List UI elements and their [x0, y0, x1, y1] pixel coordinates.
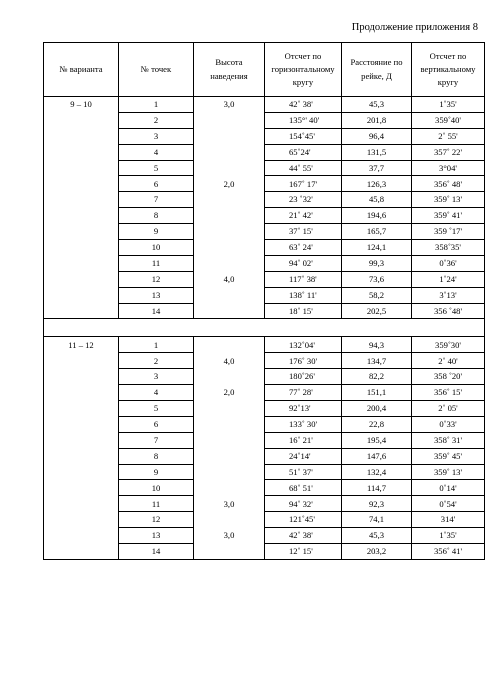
staff-distance-cell: 99,3: [342, 255, 412, 271]
sight-height-cell: 2,0: [194, 385, 265, 401]
sight-height-cell: [194, 416, 265, 432]
table-row: [44, 128, 485, 144]
staff-distance-cell: 73,6: [342, 271, 412, 287]
horizontal-reading-cell: 180˚26': [265, 369, 342, 385]
vertical-reading-cell: 356˚ 48': [412, 176, 485, 192]
table-row: [44, 97, 485, 113]
point-cell: 8: [119, 448, 194, 464]
staff-distance-cell: 201,8: [342, 112, 412, 128]
table-row: [44, 337, 485, 353]
staff-distance-cell: 45,3: [342, 97, 412, 113]
column-header-staff-distance: Расстояние по рейке, Д: [342, 43, 412, 97]
point-cell: 12: [119, 271, 194, 287]
staff-distance-cell: 45,3: [342, 528, 412, 544]
survey-data-table: [43, 42, 485, 560]
table-row: [44, 416, 485, 432]
point-cell: 14: [119, 303, 194, 319]
sight-height-cell: [194, 448, 265, 464]
horizontal-reading-cell: 21˚ 42': [265, 208, 342, 224]
staff-distance-cell: 134,7: [342, 353, 412, 369]
vertical-reading-cell: 1˚24': [412, 271, 485, 287]
vertical-reading-cell: 3˚13': [412, 287, 485, 303]
table-row: [44, 401, 485, 417]
vertical-reading-cell: 357˚ 22': [412, 144, 485, 160]
variant-cell: [44, 544, 119, 560]
variant-cell: [44, 208, 119, 224]
staff-distance-cell: 22,8: [342, 416, 412, 432]
horizontal-reading-cell: 121˚45': [265, 512, 342, 528]
sight-height-cell: [194, 287, 265, 303]
vertical-reading-cell: 359 ˚17': [412, 224, 485, 240]
staff-distance-cell: 45,8: [342, 192, 412, 208]
staff-distance-cell: 92,3: [342, 496, 412, 512]
point-cell: 1: [119, 97, 194, 113]
sight-height-cell: [194, 160, 265, 176]
vertical-reading-cell: 359˚ 13': [412, 192, 485, 208]
vertical-reading-cell: 359˚40': [412, 112, 485, 128]
vertical-reading-cell: 1˚35': [412, 528, 485, 544]
sight-height-cell: [194, 337, 265, 353]
variant-cell: [44, 353, 119, 369]
point-cell: 2: [119, 112, 194, 128]
table-row: [44, 512, 485, 528]
vertical-reading-cell: 0˚54': [412, 496, 485, 512]
vertical-reading-cell: 356˚ 15': [412, 385, 485, 401]
staff-distance-cell: 203,2: [342, 544, 412, 560]
header-row: [44, 43, 485, 97]
vertical-reading-cell: 2˚ 55': [412, 128, 485, 144]
point-cell: 6: [119, 416, 194, 432]
sight-height-cell: [194, 303, 265, 319]
horizontal-reading-cell: 133˚ 30': [265, 416, 342, 432]
variant-cell: 9 – 10: [44, 97, 119, 113]
horizontal-reading-cell: 12˚ 15': [265, 544, 342, 560]
table-row: [44, 144, 485, 160]
variant-cell: [44, 464, 119, 480]
horizontal-reading-cell: 42˚ 38': [265, 97, 342, 113]
horizontal-reading-cell: 135°' 40': [265, 112, 342, 128]
sight-height-cell: [194, 544, 265, 560]
point-cell: 8: [119, 208, 194, 224]
point-cell: 3: [119, 369, 194, 385]
horizontal-reading-cell: 94˚ 02': [265, 255, 342, 271]
table-row: [44, 496, 485, 512]
sight-height-cell: [194, 240, 265, 256]
variant-cell: [44, 176, 119, 192]
point-cell: 2: [119, 353, 194, 369]
point-cell: 5: [119, 160, 194, 176]
point-cell: 14: [119, 544, 194, 560]
vertical-reading-cell: 356 ˚48': [412, 303, 485, 319]
table-row: [44, 480, 485, 496]
point-cell: 13: [119, 287, 194, 303]
vertical-reading-cell: 3°04': [412, 160, 485, 176]
horizontal-reading-cell: 23 ˚32': [265, 192, 342, 208]
point-cell: 11: [119, 255, 194, 271]
horizontal-reading-cell: 94˚ 32': [265, 496, 342, 512]
point-cell: 4: [119, 385, 194, 401]
staff-distance-cell: 124,1: [342, 240, 412, 256]
vertical-reading-cell: 0˚14': [412, 480, 485, 496]
sight-height-cell: [194, 369, 265, 385]
point-cell: 12: [119, 512, 194, 528]
horizontal-reading-cell: 24˚14': [265, 448, 342, 464]
sight-height-cell: [194, 192, 265, 208]
vertical-reading-cell: 2˚ 40': [412, 353, 485, 369]
horizontal-reading-cell: 44˚ 55': [265, 160, 342, 176]
column-header-horizontal-reading: Отсчет по горизонтальному кругу: [265, 43, 342, 97]
staff-distance-cell: 114,7: [342, 480, 412, 496]
table-row: [44, 255, 485, 271]
point-cell: 7: [119, 432, 194, 448]
point-cell: 7: [119, 192, 194, 208]
table-row: [44, 271, 485, 287]
point-cell: 4: [119, 144, 194, 160]
variant-cell: [44, 512, 119, 528]
staff-distance-cell: 94,3: [342, 337, 412, 353]
column-header-sight-height: Высота наведения: [194, 43, 265, 97]
variant-cell: [44, 528, 119, 544]
vertical-reading-cell: 0˚33': [412, 416, 485, 432]
table-row: [44, 464, 485, 480]
variant-cell: [44, 496, 119, 512]
vertical-reading-cell: 2˚ 05': [412, 401, 485, 417]
table-row: [44, 112, 485, 128]
vertical-reading-cell: 314': [412, 512, 485, 528]
staff-distance-cell: 96,4: [342, 128, 412, 144]
vertical-reading-cell: 0˚36': [412, 255, 485, 271]
sight-height-cell: [194, 464, 265, 480]
vertical-reading-cell: 356˚ 41': [412, 544, 485, 560]
point-cell: 3: [119, 128, 194, 144]
staff-distance-cell: 126,3: [342, 176, 412, 192]
staff-distance-cell: 131,5: [342, 144, 412, 160]
variant-cell: [44, 255, 119, 271]
table-row: [44, 160, 485, 176]
sight-height-cell: [194, 480, 265, 496]
point-cell: 5: [119, 401, 194, 417]
vertical-reading-cell: 359˚ 13': [412, 464, 485, 480]
horizontal-reading-cell: 51˚ 37': [265, 464, 342, 480]
table-row: [44, 176, 485, 192]
sight-height-cell: [194, 112, 265, 128]
vertical-reading-cell: 359˚ 45': [412, 448, 485, 464]
variant-cell: [44, 401, 119, 417]
horizontal-reading-cell: 68˚ 51': [265, 480, 342, 496]
table-row: [44, 448, 485, 464]
table-row: [44, 369, 485, 385]
staff-distance-cell: 37,7: [342, 160, 412, 176]
variant-cell: [44, 224, 119, 240]
variant-cell: [44, 303, 119, 319]
variant-cell: [44, 128, 119, 144]
horizontal-reading-cell: 65˚24': [265, 144, 342, 160]
variant-cell: [44, 240, 119, 256]
sight-height-cell: [194, 432, 265, 448]
variant-cell: [44, 432, 119, 448]
horizontal-reading-cell: 16˚ 21': [265, 432, 342, 448]
table-row: [44, 287, 485, 303]
table-row: [44, 353, 485, 369]
staff-distance-cell: 132,4: [342, 464, 412, 480]
vertical-reading-cell: 358 ˚20': [412, 369, 485, 385]
variant-cell: [44, 160, 119, 176]
variant-cell: [44, 448, 119, 464]
table-row: [44, 224, 485, 240]
group-spacer-row: [44, 319, 485, 337]
column-header-point: № точек: [119, 43, 194, 97]
staff-distance-cell: 151,1: [342, 385, 412, 401]
staff-distance-cell: 74,1: [342, 512, 412, 528]
point-cell: 10: [119, 480, 194, 496]
table-body: [44, 97, 485, 560]
variant-cell: [44, 287, 119, 303]
sight-height-cell: 3,0: [194, 97, 265, 113]
point-cell: 6: [119, 176, 194, 192]
sight-height-cell: 4,0: [194, 271, 265, 287]
staff-distance-cell: 147,6: [342, 448, 412, 464]
variant-cell: [44, 144, 119, 160]
sight-height-cell: [194, 512, 265, 528]
page-header: Продолжение приложения 8: [351, 22, 478, 33]
point-cell: 9: [119, 464, 194, 480]
table-row: [44, 528, 485, 544]
variant-cell: [44, 271, 119, 287]
column-header-variant: № варианта: [44, 43, 119, 97]
point-cell: 10: [119, 240, 194, 256]
sight-height-cell: [194, 128, 265, 144]
variant-cell: [44, 385, 119, 401]
spacer-cell: [44, 319, 485, 337]
sight-height-cell: [194, 224, 265, 240]
horizontal-reading-cell: 92˚13': [265, 401, 342, 417]
sight-height-cell: 3,0: [194, 528, 265, 544]
staff-distance-cell: 195,4: [342, 432, 412, 448]
table-row: [44, 544, 485, 560]
column-header-vertical-reading: Отсчет по вертикальному кругу: [412, 43, 485, 97]
sight-height-cell: 2,0: [194, 176, 265, 192]
sight-height-cell: [194, 401, 265, 417]
point-cell: 9: [119, 224, 194, 240]
vertical-reading-cell: 358˚ 31': [412, 432, 485, 448]
sight-height-cell: [194, 255, 265, 271]
horizontal-reading-cell: 63˚ 24': [265, 240, 342, 256]
staff-distance-cell: 200,4: [342, 401, 412, 417]
sight-height-cell: 3,0: [194, 496, 265, 512]
horizontal-reading-cell: 37˚ 15': [265, 224, 342, 240]
staff-distance-cell: 202,5: [342, 303, 412, 319]
table-row: [44, 208, 485, 224]
horizontal-reading-cell: 132˚04': [265, 337, 342, 353]
staff-distance-cell: 165,7: [342, 224, 412, 240]
staff-distance-cell: 194,6: [342, 208, 412, 224]
point-cell: 1: [119, 337, 194, 353]
variant-cell: [44, 480, 119, 496]
horizontal-reading-cell: 154˚45': [265, 128, 342, 144]
horizontal-reading-cell: 138˚ 11': [265, 287, 342, 303]
sight-height-cell: 4,0: [194, 353, 265, 369]
table-row: [44, 385, 485, 401]
table-row: [44, 303, 485, 319]
variant-cell: 11 – 12: [44, 337, 119, 353]
vertical-reading-cell: 1˚35': [412, 97, 485, 113]
variant-cell: [44, 416, 119, 432]
horizontal-reading-cell: 167˚ 17': [265, 176, 342, 192]
staff-distance-cell: 82,2: [342, 369, 412, 385]
staff-distance-cell: 58,2: [342, 287, 412, 303]
horizontal-reading-cell: 176˚ 30': [265, 353, 342, 369]
vertical-reading-cell: 358˚35': [412, 240, 485, 256]
sight-height-cell: [194, 144, 265, 160]
vertical-reading-cell: 359˚ 41': [412, 208, 485, 224]
variant-cell: [44, 112, 119, 128]
horizontal-reading-cell: 18˚ 15': [265, 303, 342, 319]
horizontal-reading-cell: 77˚ 28': [265, 385, 342, 401]
sight-height-cell: [194, 208, 265, 224]
table-row: [44, 432, 485, 448]
horizontal-reading-cell: 42˚ 38': [265, 528, 342, 544]
variant-cell: [44, 369, 119, 385]
vertical-reading-cell: 359˚30': [412, 337, 485, 353]
point-cell: 11: [119, 496, 194, 512]
variant-cell: [44, 192, 119, 208]
horizontal-reading-cell: 117˚ 38': [265, 271, 342, 287]
point-cell: 13: [119, 528, 194, 544]
table-row: [44, 192, 485, 208]
table-row: [44, 240, 485, 256]
